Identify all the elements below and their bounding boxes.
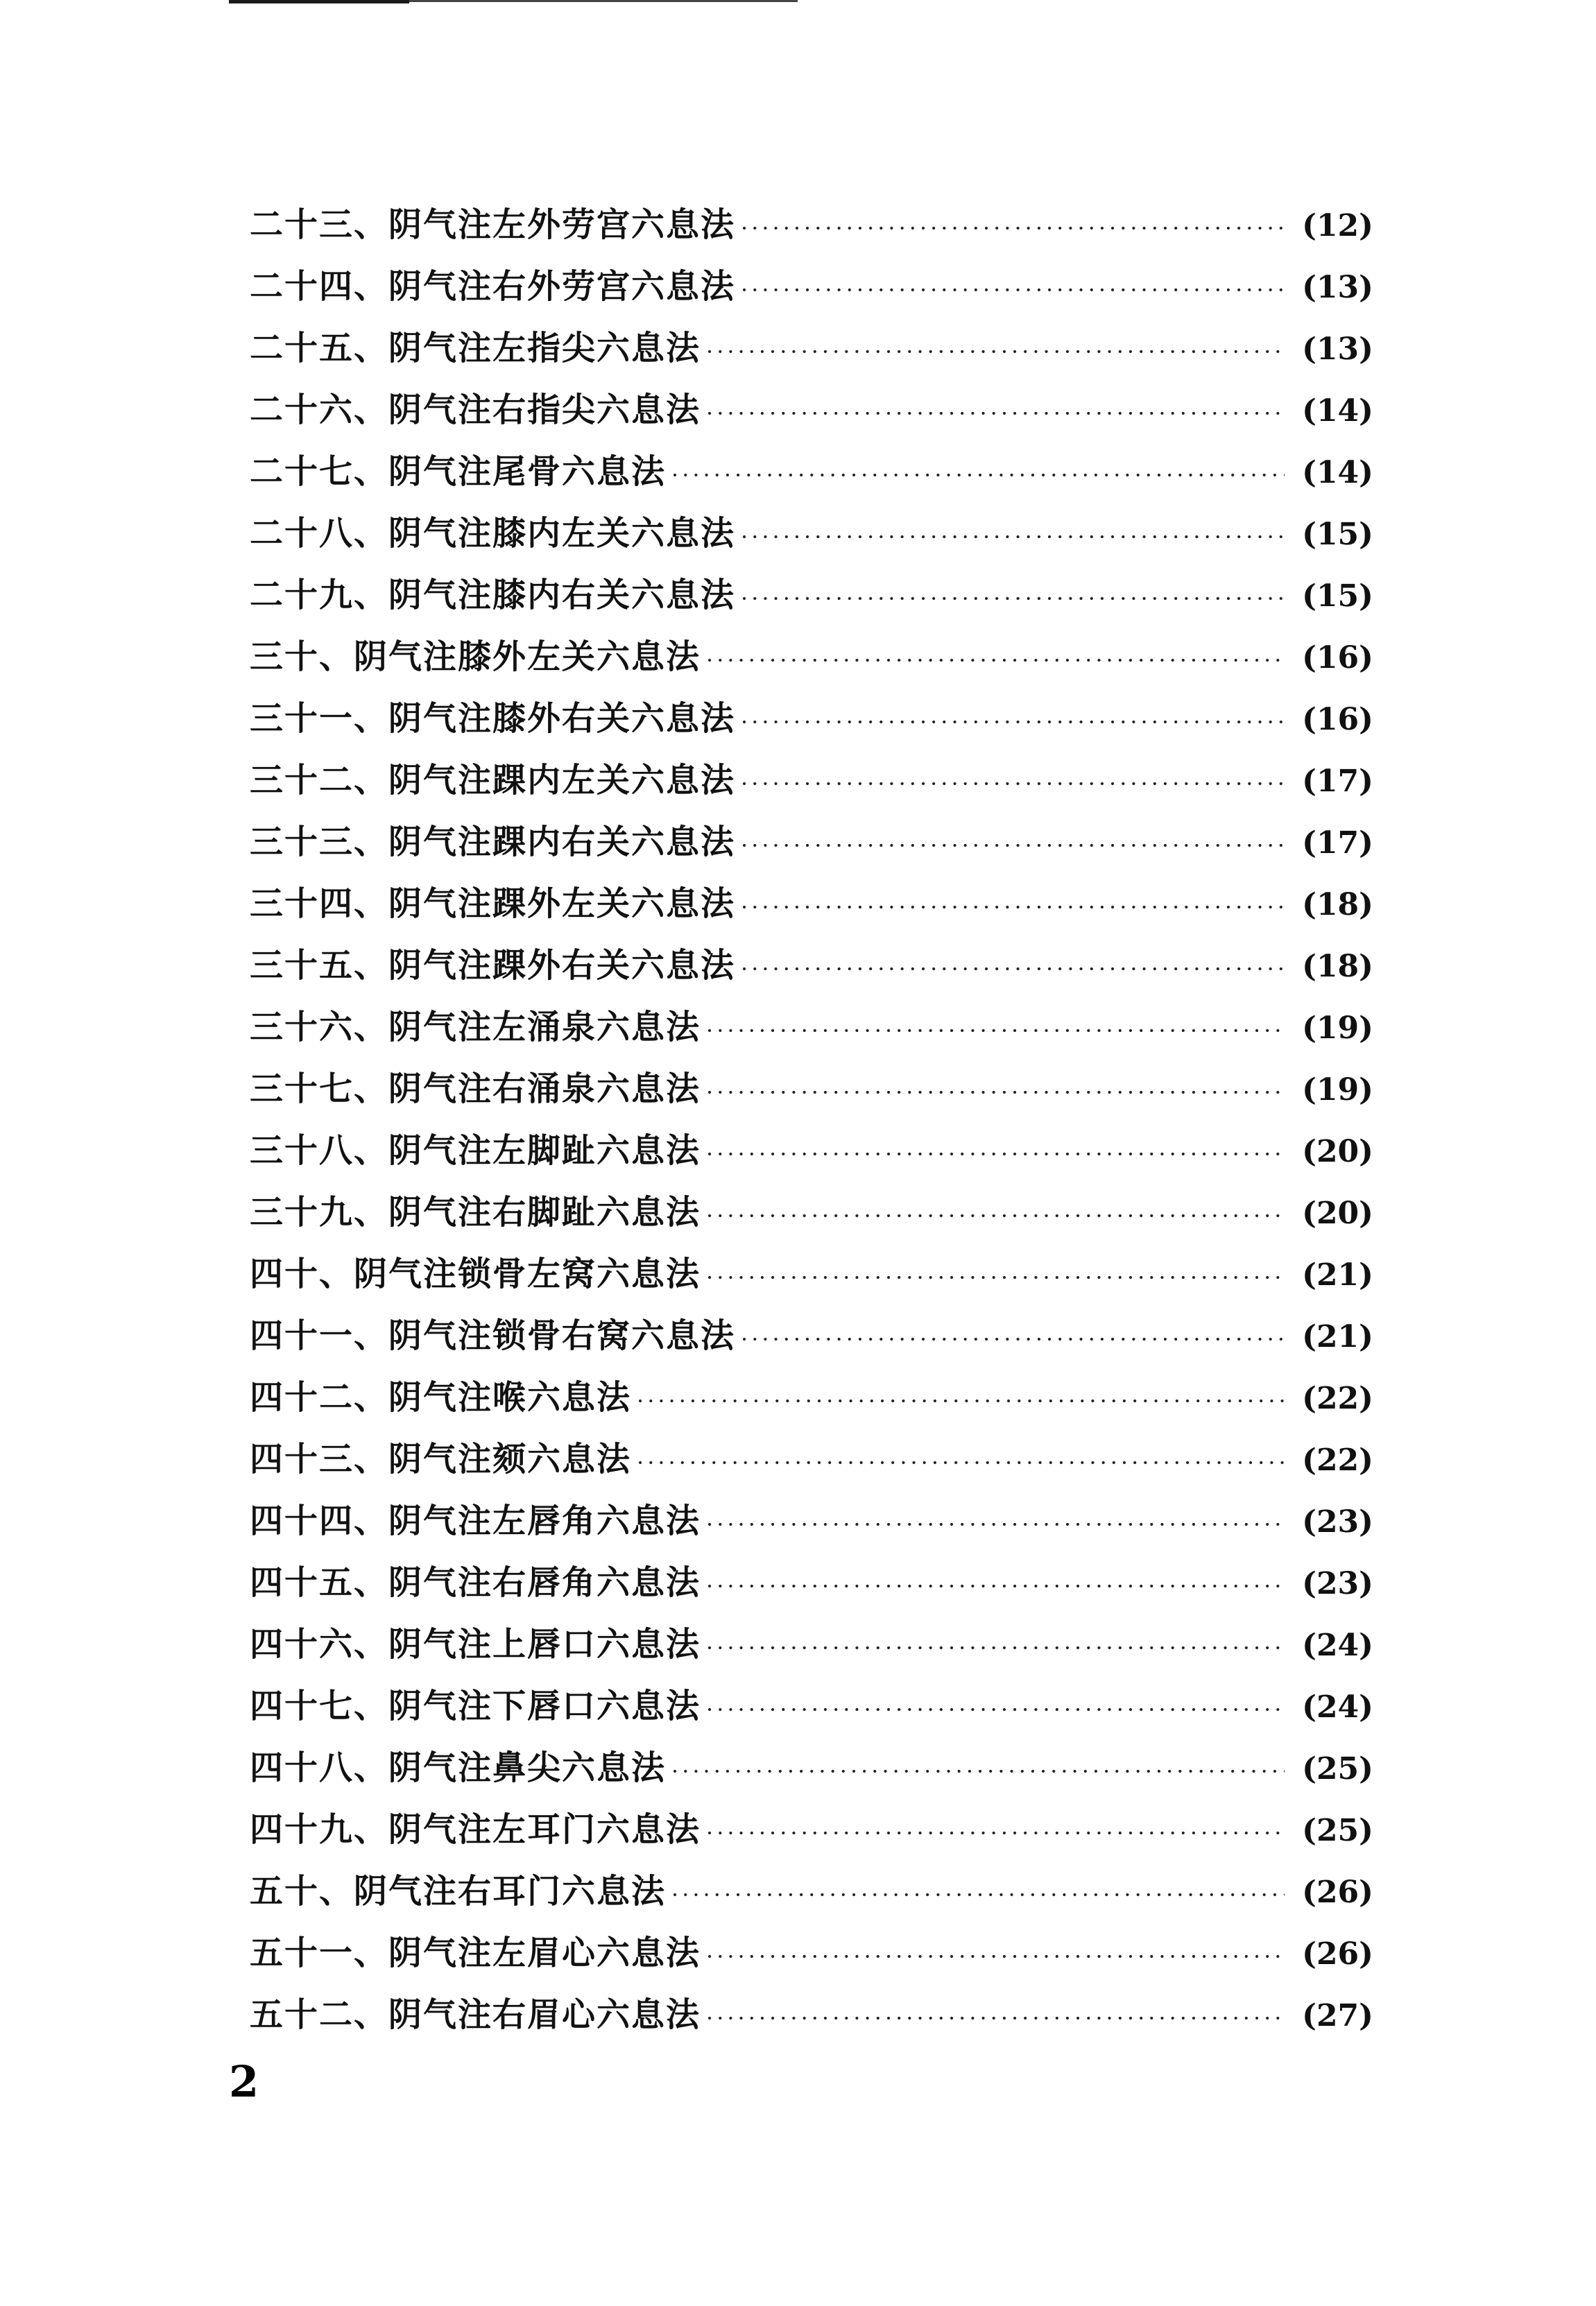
toc-entry bbox=[250, 1429, 1373, 1490]
dot-leader bbox=[706, 1617, 1285, 1679]
dot-leader bbox=[741, 877, 1285, 938]
toc-entry bbox=[250, 565, 1373, 626]
toc-entry-page: (13) bbox=[1302, 332, 1373, 367]
toc-entry-page: (14) bbox=[1302, 393, 1373, 429]
toc-entry-title: 二十九、阴气注膝内右关六息法 bbox=[250, 576, 736, 614]
dot-leader bbox=[706, 1679, 1285, 1741]
dot-leader bbox=[671, 1864, 1285, 1926]
dot-leader bbox=[671, 445, 1285, 506]
toc-entry-title: 四十九、阴气注左耳门六息法 bbox=[250, 1810, 701, 1849]
toc-entry bbox=[250, 626, 1373, 688]
dot-leader bbox=[741, 938, 1285, 1000]
dot-leader bbox=[706, 1062, 1285, 1124]
dot-leader bbox=[741, 691, 1285, 753]
toc-entry-title: 二十八、阴气注膝内左关六息法 bbox=[250, 514, 736, 553]
toc-entry bbox=[250, 873, 1373, 935]
toc-entry-page: (23) bbox=[1302, 1504, 1373, 1540]
toc-entry bbox=[250, 1614, 1373, 1676]
toc-entry-title: 三十一、阴气注膝外右关六息法 bbox=[250, 699, 736, 738]
toc-entry-title: 三十三、阴气注踝内右关六息法 bbox=[250, 823, 736, 861]
toc-entry bbox=[250, 997, 1373, 1058]
toc-entry-title: 二十三、阴气注左外劳宫六息法 bbox=[250, 205, 736, 244]
dot-leader bbox=[706, 1802, 1285, 1864]
toc-entry-title: 四十、阴气注锁骨左窝六息法 bbox=[250, 1255, 701, 1293]
toc-entry-title: 二十四、阴气注右外劳宫六息法 bbox=[250, 267, 736, 306]
toc-entry-page: (12) bbox=[1302, 208, 1373, 243]
toc-entry-page: (22) bbox=[1302, 1443, 1373, 1478]
dot-leader bbox=[741, 259, 1285, 321]
toc-entry-title: 五十、阴气注右耳门六息法 bbox=[250, 1872, 667, 1911]
toc-entry bbox=[250, 1676, 1373, 1737]
toc-entry-title: 二十六、阴气注右指尖六息法 bbox=[250, 390, 701, 429]
toc-entry-title: 四十六、阴气注上唇口六息法 bbox=[250, 1625, 701, 1664]
toc-entry-page: (15) bbox=[1302, 517, 1373, 552]
toc-entry-page: (27) bbox=[1302, 1998, 1373, 2033]
toc-entry bbox=[250, 1244, 1373, 1305]
toc-entry-title: 四十一、阴气注锁骨右窝六息法 bbox=[250, 1316, 736, 1355]
toc-entry-page: (23) bbox=[1302, 1566, 1373, 1601]
toc-entry-page: (16) bbox=[1302, 640, 1373, 676]
toc-entry bbox=[250, 1120, 1373, 1182]
toc-entry-title: 三十二、阴气注踝内左关六息法 bbox=[250, 761, 736, 800]
toc-entry-page: (15) bbox=[1302, 578, 1373, 614]
toc-entry-page: (17) bbox=[1302, 764, 1373, 799]
dot-leader bbox=[741, 1309, 1285, 1370]
toc-entry bbox=[250, 811, 1373, 873]
toc-entry-title: 三十六、阴气注左涌泉六息法 bbox=[250, 1008, 701, 1047]
dot-leader bbox=[741, 753, 1285, 815]
toc-entry bbox=[250, 1984, 1373, 2046]
toc-entry bbox=[250, 1367, 1373, 1429]
dot-leader bbox=[741, 506, 1285, 568]
toc-entry-page: (24) bbox=[1302, 1628, 1373, 1663]
toc-entry-title: 三十五、阴气注踝外右关六息法 bbox=[250, 946, 736, 985]
dot-leader bbox=[706, 321, 1285, 383]
toc-entry-title: 三十九、阴气注右脚趾六息法 bbox=[250, 1193, 701, 1232]
toc-entry-title: 三十四、阴气注踝外左关六息法 bbox=[250, 884, 736, 923]
toc-entry bbox=[250, 1799, 1373, 1861]
dot-leader bbox=[706, 1124, 1285, 1185]
toc-entry-page: (26) bbox=[1302, 1875, 1373, 1910]
toc-entry-title: 四十七、阴气注下唇口六息法 bbox=[250, 1687, 701, 1726]
toc-entry-title: 四十五、阴气注右唇角六息法 bbox=[250, 1563, 701, 1602]
toc-entry-page: (16) bbox=[1302, 702, 1373, 737]
toc-entry-title: 三十八、阴气注左脚趾六息法 bbox=[250, 1131, 701, 1170]
dot-leader bbox=[706, 1556, 1285, 1617]
toc-entry bbox=[250, 935, 1373, 997]
toc-entry bbox=[250, 503, 1373, 565]
dot-leader bbox=[706, 1000, 1285, 1062]
toc-entry-page: (25) bbox=[1302, 1751, 1373, 1787]
toc-entry-page: (18) bbox=[1302, 887, 1373, 922]
toc-entry-title: 四十二、阴气注喉六息法 bbox=[250, 1378, 632, 1417]
toc-entry-page: (20) bbox=[1302, 1196, 1373, 1231]
toc-entry bbox=[250, 441, 1373, 503]
toc-entry-page: (14) bbox=[1302, 455, 1373, 490]
page-number: 2 bbox=[229, 2056, 259, 2107]
toc-entry-page: (21) bbox=[1302, 1319, 1373, 1354]
toc-entry bbox=[250, 194, 1373, 256]
toc-entry-page: (21) bbox=[1302, 1257, 1373, 1293]
toc-entry-page: (24) bbox=[1302, 1689, 1373, 1725]
dot-leader bbox=[706, 1494, 1285, 1556]
toc-entry-title: 二十五、阴气注左指尖六息法 bbox=[250, 329, 701, 368]
toc-entry bbox=[250, 1861, 1373, 1922]
table-of-contents bbox=[250, 194, 1373, 2046]
top-edge-rule-thin bbox=[409, 0, 798, 2]
dot-leader bbox=[637, 1370, 1285, 1432]
dot-leader bbox=[706, 630, 1285, 691]
toc-entry-page: (17) bbox=[1302, 825, 1373, 861]
toc-entry-title: 五十一、阴气注左眉心六息法 bbox=[250, 1934, 701, 1972]
toc-entry bbox=[250, 1922, 1373, 1984]
toc-entry-title: 四十三、阴气注颏六息法 bbox=[250, 1440, 632, 1479]
toc-entry-page: (19) bbox=[1302, 1010, 1373, 1046]
top-edge-rule bbox=[229, 0, 409, 3]
dot-leader bbox=[741, 198, 1285, 259]
toc-entry bbox=[250, 750, 1373, 811]
toc-entry-page: (13) bbox=[1302, 270, 1373, 305]
toc-entry bbox=[250, 1737, 1373, 1799]
dot-leader bbox=[706, 1247, 1285, 1309]
toc-entry-title: 五十二、阴气注右眉心六息法 bbox=[250, 1995, 701, 2034]
toc-entry-page: (18) bbox=[1302, 949, 1373, 984]
toc-entry bbox=[250, 318, 1373, 379]
toc-entry-page: (22) bbox=[1302, 1381, 1373, 1416]
toc-entry bbox=[250, 379, 1373, 441]
dot-leader bbox=[741, 568, 1285, 630]
dot-leader bbox=[706, 1988, 1285, 2049]
dot-leader bbox=[671, 1741, 1285, 1802]
dot-leader bbox=[706, 1185, 1285, 1247]
toc-entry-title: 三十七、阴气注右涌泉六息法 bbox=[250, 1069, 701, 1108]
toc-entry-page: (25) bbox=[1302, 1813, 1373, 1848]
toc-entry bbox=[250, 1490, 1373, 1552]
toc-entry-page: (19) bbox=[1302, 1072, 1373, 1108]
toc-entry-title: 四十四、阴气注左唇角六息法 bbox=[250, 1502, 701, 1540]
toc-entry bbox=[250, 1058, 1373, 1120]
toc-entry bbox=[250, 1552, 1373, 1614]
toc-entry bbox=[250, 256, 1373, 318]
toc-entry-title: 四十八、阴气注鼻尖六息法 bbox=[250, 1748, 667, 1787]
toc-entry bbox=[250, 688, 1373, 750]
toc-entry-title: 三十、阴气注膝外左关六息法 bbox=[250, 637, 701, 676]
dot-leader bbox=[637, 1432, 1285, 1494]
dot-leader bbox=[741, 815, 1285, 877]
dot-leader bbox=[706, 1926, 1285, 1988]
toc-entry-title: 二十七、阴气注尾骨六息法 bbox=[250, 452, 667, 491]
toc-entry-page: (26) bbox=[1302, 1936, 1373, 1972]
toc-entry-page: (20) bbox=[1302, 1134, 1373, 1169]
dot-leader bbox=[706, 383, 1285, 445]
toc-entry bbox=[250, 1182, 1373, 1244]
toc-entry bbox=[250, 1305, 1373, 1367]
